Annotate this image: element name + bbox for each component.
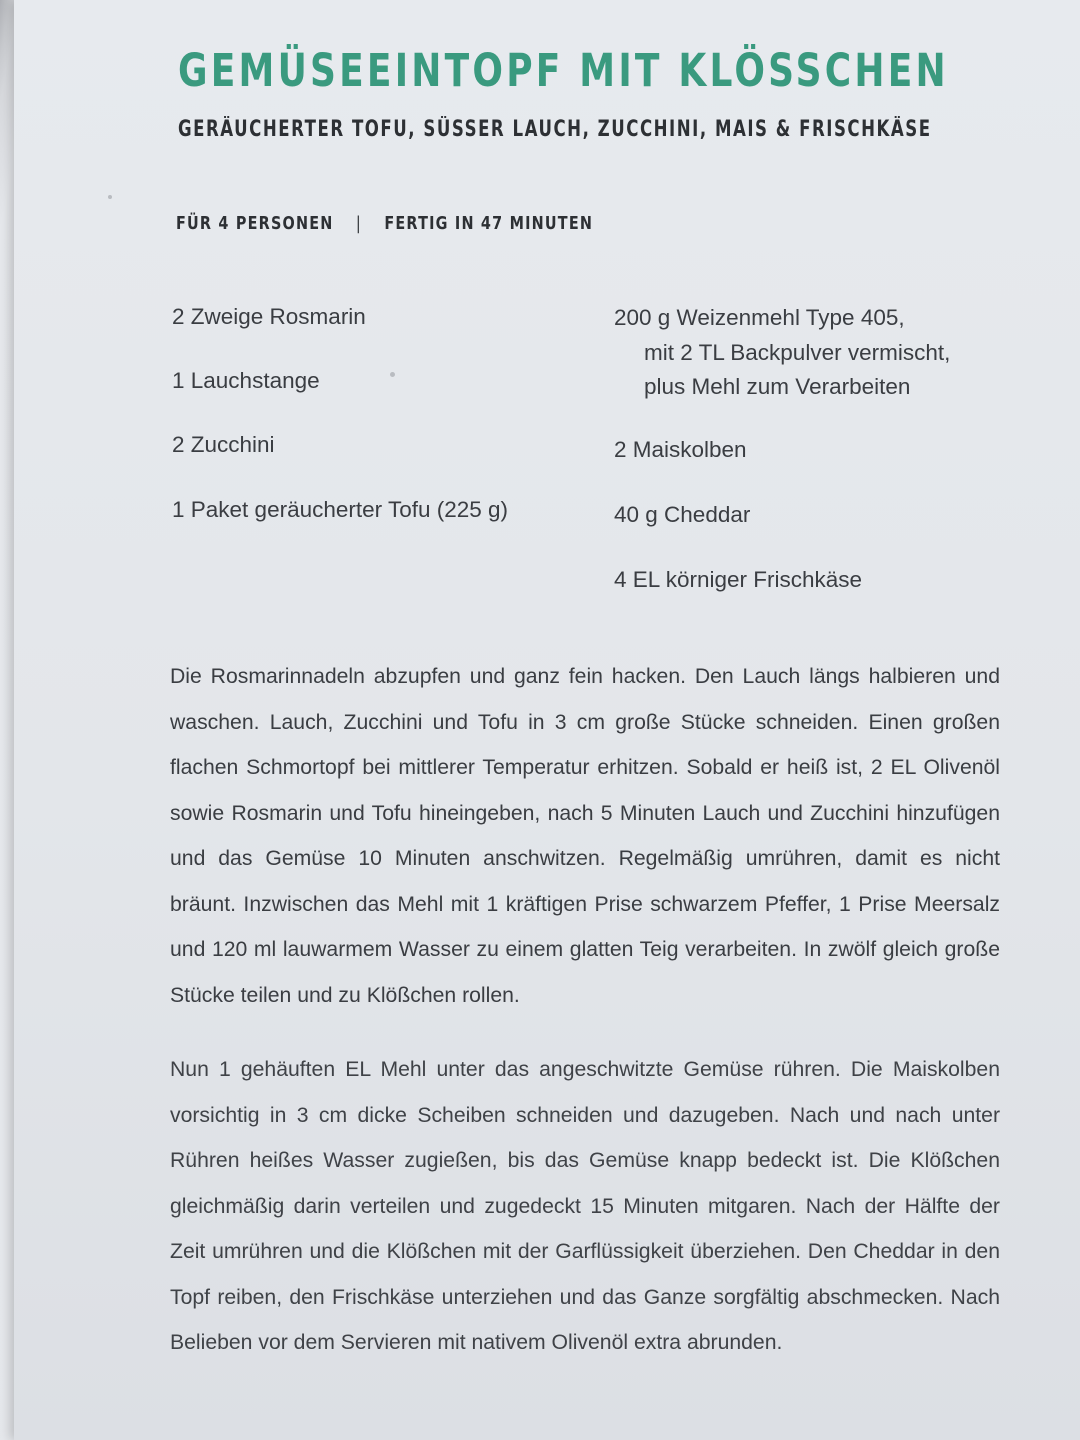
method-paragraph: Nun 1 gehäuften EL Mehl unter das angeschwitzte Gemüse rühren. Die Maiskolben vorsichtig in 3 cm dicke Scheiben schneiden und dazugeben. Nach und nach unter Rühren heißes Wasser zugießen, bis das Gemüse knapp bedeckt ist. Die Klößchen gleichmäßig darin verteilen und zugedeckt 15 Minuten mitgaren. Nach der Hälfte der Zeit umrühren und die Klößchen mit der Garflüssigkeit überziehen. Den Cheddar in den Topf reiben, den Frischkäse unterziehen und das Ganze sorgfältig abschmecken. Nach Belieben vor dem Servieren mit nativem Olivenöl extra abrunden.	[170, 1058, 1000, 1354]
method-paragraph: Die Rosmarinnadeln abzupfen und ganz fein hacken. Den Lauch längs halbieren und waschen. Lauch, Zucchini und Tofu in 3 cm große Stücke schneiden. Einen großen flachen Schmortopf bei mittlerer Temperatur erhitzen. Sobald er heiß ist, 2 EL Olivenöl sowie Rosmarin und Tofu hineingeben, nach 5 Minuten Lauch und Zucchini hinzufügen und das Gemüse 10 Minuten anschwitzen. Regelmäßig umrühren, damit es nicht bräunt. Inzwischen das Mehl mit 1 kräftigen Prise schwarzem Pfeffer, 1 Prise Meersalz und 120 ml lauwarmem Wasser zu einem glatten Teig verarbeiten. In zwölf gleich große Stücke teilen und zu Klößchen rollen.	[170, 665, 1000, 1007]
paper-speck	[108, 195, 112, 199]
recipe-title: GEMÜSEEINTOPF MIT KLÖSSCHEN	[178, 44, 949, 97]
recipe-subtitle: GERÄUCHERTER TOFU, SÜSSER LAUCH, ZUCCHINI, MAIS & FRISCHKÄSE	[178, 117, 932, 142]
ingredient-item: 1 Paket geräucherter Tofu (225 g)	[172, 497, 509, 522]
recipe-meta	[176, 210, 593, 238]
ingredient-item: 2 Zucchini	[172, 432, 275, 457]
ingredient-item: 2 Zweige Rosmarin	[172, 304, 366, 329]
ingredient-item: 1 Lauchstange	[172, 368, 320, 393]
recipe-page	[14, 0, 1080, 1440]
servings-label: FÜR 4 PERSONEN	[176, 213, 334, 234]
paper-speck	[390, 372, 395, 377]
ingredient-item: 4 EL körniger Frischkäse	[614, 567, 863, 592]
ingredient-item: 2 Maiskolben	[614, 437, 747, 462]
time-label: FERTIG IN 47 MINUTEN	[384, 213, 594, 234]
ingredient-item-continuation: plus Mehl zum Verarbeiten	[644, 374, 911, 399]
ingredient-item: 40 g Cheddar	[614, 502, 751, 527]
meta-separator: |	[355, 213, 362, 234]
ingredient-item-continuation: mit 2 TL Backpulver vermischt,	[644, 340, 951, 365]
ingredient-item: 200 g Weizenmehl Type 405,	[614, 305, 905, 330]
